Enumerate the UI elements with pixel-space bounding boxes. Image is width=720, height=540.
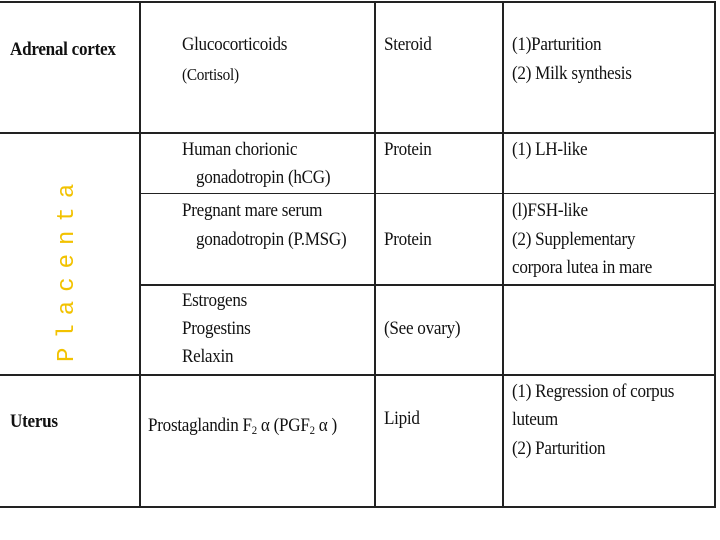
- type-steroid: Steroid: [384, 34, 432, 55]
- placenta-label: Placenta: [54, 174, 81, 362]
- hormone-pmsg-line2: gonadotropin (P.MSG): [196, 229, 347, 250]
- row-divider-2: [140, 193, 716, 194]
- hormone-prostaglandin: [148, 412, 337, 444]
- hormone-progestins: Progestins: [182, 318, 251, 339]
- function-supplementary: (2) Supplementary: [512, 229, 636, 250]
- type-lipid: Lipid: [384, 408, 420, 429]
- hormone-hcg-line2: gonadotropin (hCG): [196, 167, 331, 188]
- prostaglandin-subscript-2: 2: [309, 423, 315, 437]
- function-corpora-lutea: corpora lutea in mare: [512, 257, 653, 278]
- row-divider-1: [0, 132, 716, 134]
- hormone-relaxin: Relaxin: [182, 346, 234, 367]
- col-divider-1: [139, 1, 141, 508]
- prostaglandin-prefix: Prostaglandin F: [148, 415, 252, 436]
- prostaglandin-subscript: 2: [251, 423, 257, 437]
- function-milk-synthesis: (2) Milk synthesis: [512, 63, 632, 84]
- function-fsh-like: (l)FSH-like: [512, 200, 588, 221]
- row-divider-3: [140, 284, 716, 286]
- function-parturition-uterus: (2) Parturition: [512, 438, 606, 459]
- organ-adrenal-cortex: Adrenal cortex: [10, 39, 116, 60]
- hormone-pmsg-line1: Pregnant mare serum: [182, 200, 323, 221]
- hormone-glucocorticoids: Glucocorticoids: [182, 34, 288, 55]
- type-protein-pmsg: Protein: [384, 229, 432, 250]
- function-lh-like: (1) LH-like: [512, 139, 588, 160]
- hormone-hcg-line1: Human chorionic: [182, 139, 298, 160]
- row-divider-4: [0, 374, 716, 376]
- type-see-ovary: (See ovary): [384, 318, 461, 339]
- table-border-bottom: [0, 506, 716, 508]
- prostaglandin-mid: α (PGF: [256, 415, 310, 436]
- col-divider-2: [374, 1, 376, 508]
- function-luteum: luteum: [512, 409, 558, 430]
- col-divider-3: [502, 1, 504, 508]
- prostaglandin-suffix: α ): [314, 415, 337, 436]
- type-protein-hcg: Protein: [384, 139, 432, 160]
- table-border-top: [0, 1, 716, 3]
- hormone-estrogens: Estrogens: [182, 290, 248, 311]
- function-regression: (1) Regression of corpus: [512, 381, 675, 402]
- table-border-right: [714, 1, 716, 508]
- hormone-cortisol: (Cortisol): [182, 65, 239, 84]
- organ-uterus: Uterus: [10, 411, 58, 432]
- function-parturition: (1)Parturition: [512, 34, 602, 55]
